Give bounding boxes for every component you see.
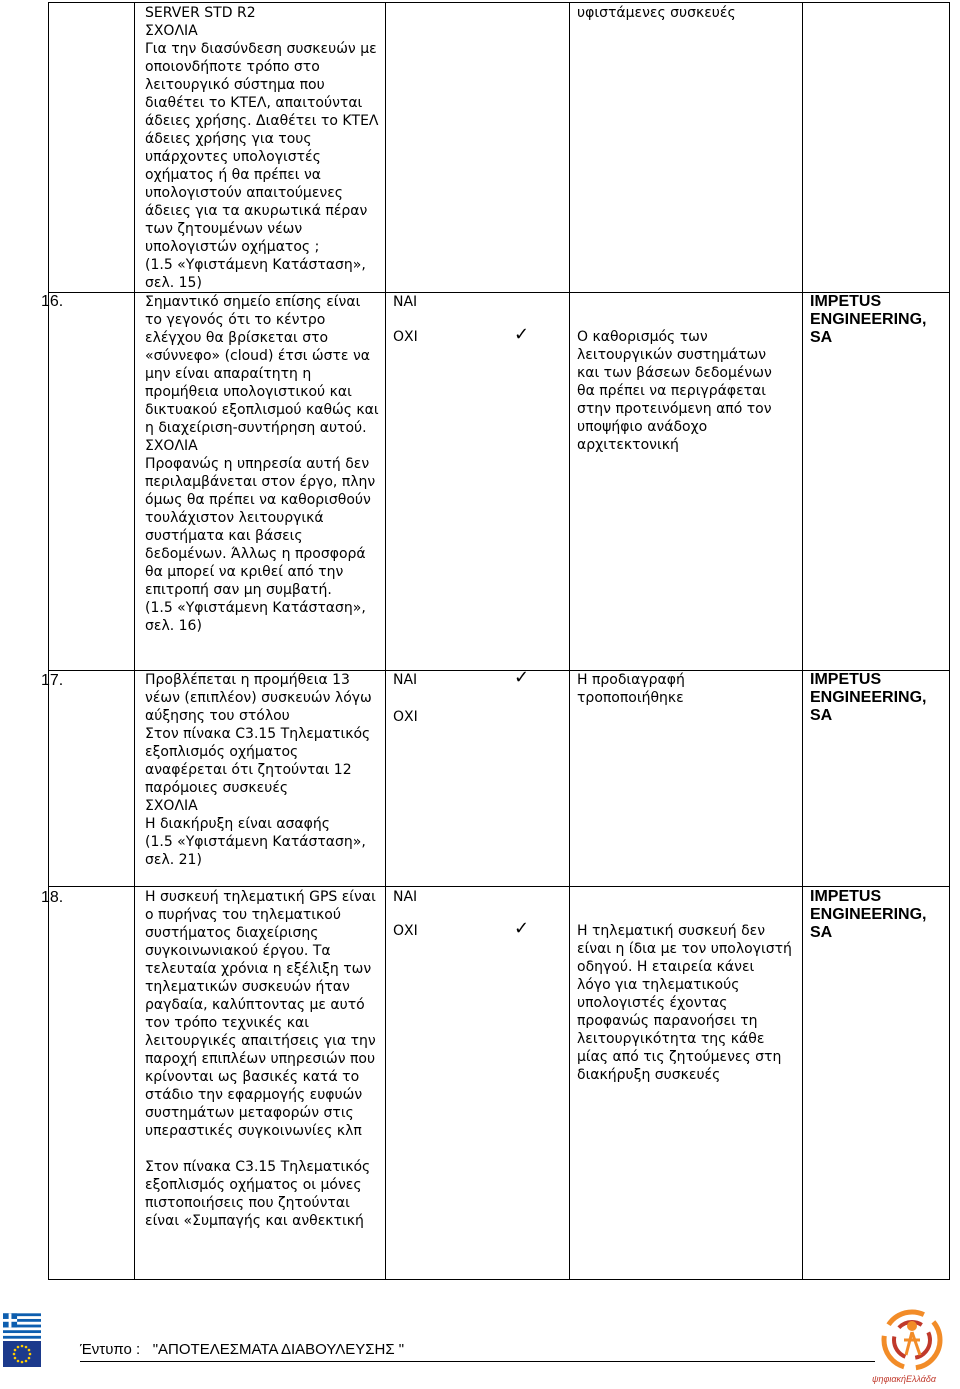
logo-caption: ψηφιακήΕλλάδα xyxy=(872,1374,937,1384)
row-16-number: 16. xyxy=(41,293,64,310)
check-icon: ✓ xyxy=(514,918,530,939)
row-16-vendor: IMPETUS ENGINEERING, SA xyxy=(810,293,927,346)
row-18-question: Η συσκευή τηλεματική GPS είναι ο πυρήνας του τηλεματικού συστήματος διαχείρισης συγκοινωνιακού έργου. Τα τελευταία χρόνια η εξέλιξη των τηλεματικών συσκευών ήταν ραγδαία, καλύπτοντας με αυτό τον τρόπο τεχνικές και λειτουργικές απαιτήσεις για την παροχή επιπλέων υπηρεσιών που κρίνονται ως βασικές κατά το στάδιο την εφαρμογής ευφυών συστημάτων μεταφορών στις υπεραστικές συγκοινωνίες κλπ Στον πίνακα C3.15 Τηλεματικός εξοπλισμός οχήματος οι μόνες πιστοποιήσεις που ζητούνται είναι «Συμπαγής και ανθεκτική xyxy=(145,889,376,1229)
row-18-comment: Η τηλεματική συσκευή δεν είναι η ίδια με τον υπολογιστή οδηγού. Η εταιρεία κάνει λόγο για τηλεματικούς υπολογιστές έχοντας προφανώς παρανοήσει τη λειτουργικότητα της κάθε μίας από τις ζητούμενες στη διακήρυξη συσκευές xyxy=(577,923,792,1083)
row-17-yes: ΝΑΙ xyxy=(393,672,418,688)
row-17-number: 17. xyxy=(41,672,64,689)
row-15-comment: υφιστάμενες συσκευές xyxy=(577,5,736,21)
row-16-yes: ΝΑΙ xyxy=(393,294,418,310)
row-17-vendor: IMPETUS ENGINEERING, SA xyxy=(810,671,927,724)
row-18-vendor: IMPETUS ENGINEERING, SA xyxy=(810,888,927,941)
greek-flag-icon xyxy=(3,1313,41,1339)
row-17-comment: Η προδιαγραφή τροποποιήθηκε xyxy=(577,672,685,706)
row-15-question: SERVER STD R2 ΣΧΟΛΙΑ Για την διασύνδεση συσκευών με οποιονδήποτε τρόπο στο λειτουργικό σύστημα που διαθέτει το ΚΤΕΛ, απαιτούνται άδειες χρήσης. Διαθέτει το ΚΤΕΛ άδειες χρήσης για τους υπάρχοντες υπολογιστές οχήματος ή θα πρέπει να υπολογιστούν απαιτούμενες άδειες για τα ακυρωτικά πέραν των ζητουμένων νέων υπολογιστών οχήματος ; (1.5 «Υφιστάμενη Κατάσταση», σελ. 15) xyxy=(145,5,379,291)
row-18-number: 18. xyxy=(41,889,64,906)
row-16-comment: Ο καθορισμός των λειτουργικών συστημάτων και των βάσεων δεδομένων θα πρέπει να περιγράφεται στην προτεινόμενη από τον υποψήφιο ανάδοχο αρχιτεκτονική xyxy=(577,329,772,453)
eu-flag-icon xyxy=(3,1341,41,1367)
column-divider xyxy=(569,3,570,1279)
row-18-no: ΟΧΙ xyxy=(393,923,418,939)
check-icon: ✓ xyxy=(514,324,530,345)
footer-divider xyxy=(80,1361,875,1362)
row-18-yes: ΝΑΙ xyxy=(393,889,418,905)
check-icon: ✓ xyxy=(514,667,530,688)
column-divider xyxy=(802,3,803,1279)
row-divider xyxy=(49,886,949,887)
row-17-question: Προβλέπεται η προμήθεια 13 νέων (επιπλέον) συσκευών λόγω αύξησης του στόλου Στον πίνακα C3.15 Τηλεματικός εξοπλισμός οχήματος αναφέρεται ότι ζητούνται 12 παρόμοιες συσκευές ΣΧΟΛΙΑ Η διακήρυξη είναι ασαφής (1.5 «Υφιστάμενη Κατάσταση», σελ. 21) xyxy=(145,672,372,868)
column-divider xyxy=(385,3,386,1279)
footer-form-title: Έντυπο : "ΑΠΟΤΕΛΕΣΜΑΤΑ ΔΙΑΒΟΥΛΕΥΣΗΣ " xyxy=(80,1341,405,1358)
row-16-no: ΟΧΙ xyxy=(393,329,418,345)
row-16-question: Σημαντικό σημείο επίσης είναι το γεγονός ότι το κέντρο ελέγχου θα βρίσκεται στο «σύννεφο» (cloud) έτσι ώστε να μην είναι απαραίτητη η προμήθεια υπολογιστικού και δικτυακού εξοπλισμού καθώς και η διαχείριση-συντήρηση αυτού. ΣΧΟΛΙΑ Προφανώς η υπηρεσία αυτή δεν περιλαμβάνεται στον έργο, πλην όμως θα πρέπει να καθορισθούν τουλάχιστον λειτουργικά συστήματα και βάσεις δεδομένων. Άλλως η προσφορά θα μπορεί να κριθεί από την επιτροπή σαν μη συμβατή. (1.5 «Υφιστάμενη Κατάσταση», σελ. 16) xyxy=(145,294,379,634)
row-17-no: ΟΧΙ xyxy=(393,709,418,725)
column-divider xyxy=(134,3,135,1279)
